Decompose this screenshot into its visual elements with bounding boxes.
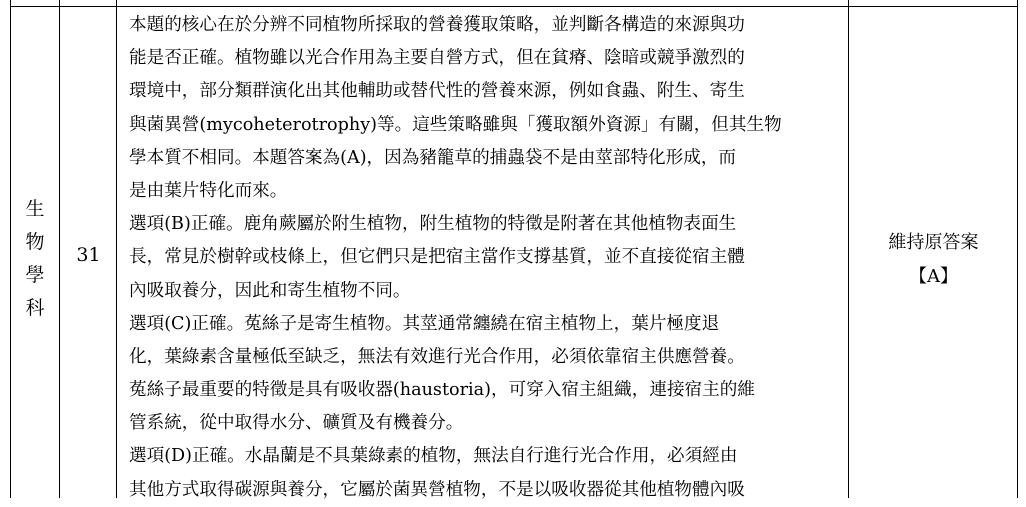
explanation-line: 選項(D)正確。水晶蘭是不具葉綠素的植物，無法自行進行光合作用，必須經由 <box>129 446 738 467</box>
explanation-line: 與菌異營(mycoheterotrophy)等。這些策略雖與「獲取額外資源」有關，但其生物 <box>129 114 782 135</box>
result-answer: 【A】 <box>909 266 958 287</box>
explanation-line: 環境中，部分類群演化出其他輔助或替代性的營養來源，例如食蟲、附生、寄生 <box>129 81 745 102</box>
explanation-line: 學本質不相同。本題答案為(A)，因為豬籠草的捕蟲袋不是由莖部特化形成，而 <box>129 147 737 168</box>
explanation-cell <box>129 9 837 507</box>
subject-char: 學 <box>25 264 45 286</box>
explanation-line: 能是否正確。植物雖以光合作用為主要自營方式，但在貧瘠、陰暗或競爭激烈的 <box>129 48 745 69</box>
explanation-line: 化，葉綠素含量極低至缺乏，無法有效進行光合作用，必須依靠宿主供應營養。 <box>129 346 745 367</box>
result-decision: 維持原答案 <box>888 232 979 253</box>
subject-char: 物 <box>25 231 45 253</box>
explanation-line: 內吸取養分，因此和寄生植物不同。 <box>129 280 411 301</box>
explanation-line: 本題的核心在於分辨不同植物所採取的營養獲取策略，並判斷各構造的來源與功 <box>129 15 745 35</box>
subject-char: 科 <box>25 297 45 319</box>
explanation-line: 選項(C)正確。菟絲子是寄生植物。其莖通常纏繞在宿主植物上，葉片極度退 <box>129 313 720 334</box>
explanation-line: 選項(B)正確。鹿角蕨屬於附生植物，附生植物的特徵是附著在其他植物表面生 <box>129 214 737 235</box>
subject-char: 生 <box>25 198 45 220</box>
explanation-line: 其他方式取得碳源與養分，它屬於菌異營植物，不是以吸收器從其他植物體內吸 <box>129 479 745 500</box>
subject-cell <box>11 193 59 325</box>
explanation-line: 是由葉片特化而來。 <box>129 180 288 201</box>
question-number-cell: 31 <box>76 244 101 266</box>
explanation-line: 管系統，從中取得水分、礦質及有機養分。 <box>129 413 464 434</box>
table-top-border <box>10 6 1018 7</box>
result-cell <box>849 226 1018 294</box>
explanation-line: 菟絲子最重要的特徵是具有吸收器(haustoria)，可穿入宿主組織，連接宿主的維 <box>129 380 755 401</box>
explanation-line: 長，常見於樹幹或枝條上，但它們只是把宿主當作支撐基質，並不直接從宿主體 <box>129 247 745 268</box>
